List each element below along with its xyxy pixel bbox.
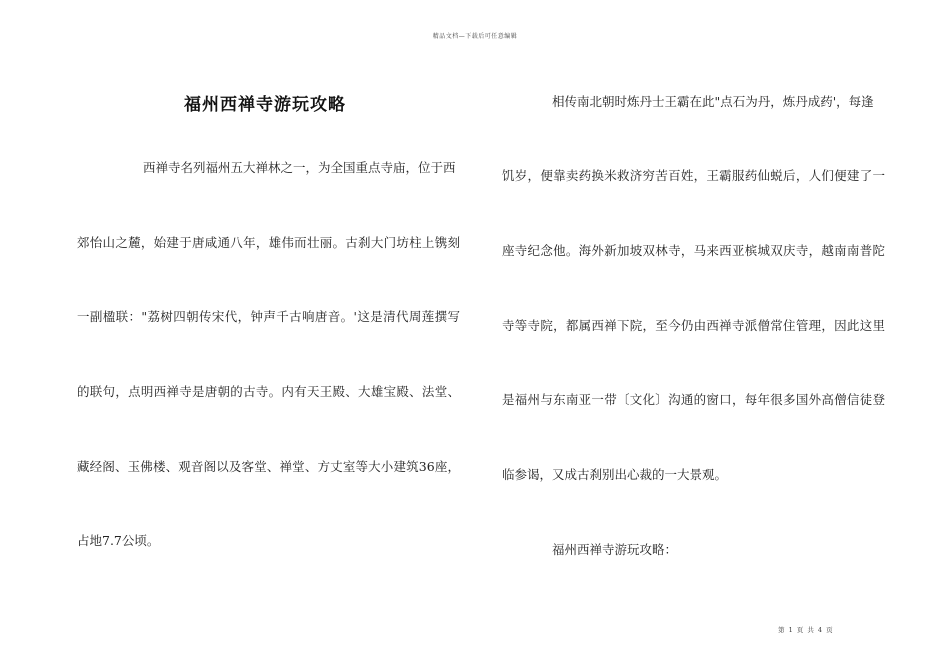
paragraph-line: 一副楹联："荔树四朝传宋代，钟声千古响唐音。'这是清代周莲撰写 <box>77 309 460 324</box>
paragraph-line: 藏经阁、玉佛楼、观音阁以及客堂、禅堂、方丈室等大小建筑36座， <box>77 459 460 474</box>
paragraph-line: 是福州与东南亚一带〔文化〕沟通的窗口，每年很多国外高僧信徒登 <box>502 392 885 407</box>
paragraph-line: 座寺纪念他。海外新加坡双林寺，马来西亚槟城双庆寺，越南南普陀 <box>502 243 885 258</box>
document-header: 精品文档—下载后可任意编辑 <box>432 33 518 40</box>
paragraph-line: 饥岁，便靠卖药换米救济穷苦百姓，王霸服药仙蜕后，人们便建了一 <box>502 168 885 183</box>
paragraph-line: 临参谒，又成古刹别出心裁的一大景观。 <box>502 467 728 482</box>
paragraph-line: 的联句，点明西禅寺是唐朝的古寺。内有天王殿、大雄宝殿、法堂、 <box>77 384 460 399</box>
paragraph-line: 寺等寺院，都属西禅下院，至今仍由西禅寺派僧常住管理，因此这里 <box>502 318 885 333</box>
paragraph-line: 西禅寺名列福州五大禅林之一，为全国重点寺庙，位于西 <box>143 160 456 175</box>
page-title: 福州西禅寺游玩攻略 <box>184 95 346 115</box>
paragraph-line: 郊怡山之麓，始建于唐咸通八年，雄伟而壮丽。古刹大门坊柱上镌刻 <box>77 235 460 250</box>
paragraph-line: 相传南北朝时炼丹士王霸在此"点石为丹，炼丹成药'，每逢 <box>552 94 874 109</box>
page-number: 第 1 页 共 4 页 <box>778 626 834 634</box>
section-heading: 福州西禅寺游玩攻略： <box>552 542 678 557</box>
paragraph-line: 占地7.7公顷。 <box>77 533 160 548</box>
